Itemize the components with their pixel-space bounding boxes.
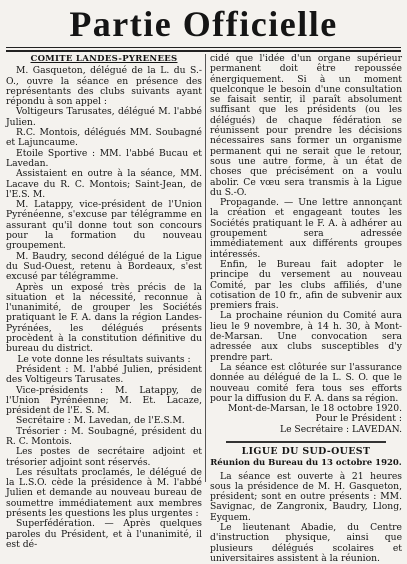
column-divider bbox=[205, 54, 206, 482]
paragraph: R.C. Montois, délégués MM. Soubagné et Lajuncaume. bbox=[6, 127, 202, 149]
paragraph: Président : M. l'abbé Julien, président des Voltigeurs Tarusates. bbox=[6, 363, 202, 386]
paragraph: Le vote donne les résultats suivants : bbox=[17, 353, 191, 365]
paragraph: Les postes de secrétaire adjoint et trésorier adjoint sont réservés. bbox=[6, 446, 202, 468]
paragraph: Le lieutenant Abadie, du Centre d'instruction physique, ainsi que plusieurs délégués scolaires et universitaires assistent à la réunion. bbox=[210, 522, 402, 564]
dateline: Mont-de-Marsan, le 18 octobre 1920. bbox=[227, 403, 402, 415]
paragraph: Secrétaire : M. Lavedan, de l'E.S.M. bbox=[16, 415, 185, 427]
paragraph: M. Baudry, second délégué de la Ligue du Sud-Ouest, retenu à Bordeaux, s'est excusé par télégramme. bbox=[6, 250, 202, 283]
section-separator bbox=[226, 441, 386, 443]
paragraph: M. Latappy, vice-président de l'Union Pyrénéenne, s'excuse par télégramme en assurant qu'il donne tout son concours pour la formation du nouveau groupement. bbox=[6, 199, 202, 252]
paragraph: La séance est clôturée sur l'assurance donnée au délégué de la L. S. O. que le nouveau comité fera tous ses efforts pour la diffusion du F. A. dans sa région. bbox=[210, 361, 402, 404]
section-heading-ligue: LIGUE DU SUD-OUEST bbox=[241, 445, 371, 457]
section-subheading: Réunion du Bureau du 13 octobre 1920. bbox=[210, 458, 402, 469]
paragraph: La séance est ouverte à 21 heures sous la présidence de M. H. Gasqueton, président; sont en outre présents : MM. Savignac, de Zangronix, Baudry, Llong, Eyquem. bbox=[210, 470, 402, 523]
left-column bbox=[6, 54, 202, 550]
paragraph: Propagande. — Une lettre annonçant la création et engageant toutes les Sociétés pratiquant le F. A. à adhérer au groupement sera adressée immédiatement aux différents groupes intéressés. bbox=[210, 197, 402, 260]
paragraph: Les résultats proclamés, le délégué de la L.S.O. cède la présidence à M. l'abbé Julien et demande au nouveau bureau de soumettre immédiatement aux membres présents les questions les plus urgentes : bbox=[6, 466, 202, 520]
signature: Le Secrétaire : LAVEDAN. bbox=[279, 423, 402, 435]
title-rule-bottom bbox=[6, 50, 401, 52]
paragraph: Trésorier : M. Soubagné, président du R. C. Montois. bbox=[6, 425, 202, 447]
paragraph: Superfédération. — Après quelques paroles du Président, et à l'unanimité, il est dé- bbox=[6, 518, 202, 550]
right-column bbox=[210, 53, 402, 564]
title-rule-top bbox=[6, 47, 401, 48]
paragraph: Vice-présidents : M. Latappy, de l'Union Pyrénéenne; M. Et. Lacaze, président de l'E. S. M. bbox=[6, 384, 202, 417]
paragraph: cidé que l'idée d'un organe supérieur permanent doit être repoussée énergiquement. Si à un moment quelconque le besoin d'une consultation se faisait sentir, il paraît absolument suffisant que les présidents (ou les délégués) de chaque fédération se réunissent pour prendre les décisions nécessaires sans former un organisme permanent qui ne serait que le retour, sous une autre forme, à un état de choses que précisément on a voulu abolir. Ce vœu sera transmis à la Ligue du S.-O. bbox=[210, 53, 402, 198]
paragraph: Enfin, le Bureau fait adopter le principe du versement au nouveau Comité, par les clubs affiliés, d'une cotisation de 10 fr., afin de subvenir aux premiers frais. bbox=[210, 258, 402, 312]
page-title: Partie Officielle bbox=[69, 4, 338, 44]
paragraph: M. Gasqueton, délégué de la L. du S.-O., ouvre la séance en présence des représentants des clubs suivants ayant répondu à son appel : bbox=[6, 65, 202, 108]
paragraph: La prochaine réunion du Comité aura lieu le 9 novembre, à 14 h. 30, à Mont-de-Marsan. Une convocation sera adressée aux clubs susceptibles d'y prendre part. bbox=[210, 310, 402, 363]
section-heading-comite: COMITE LANDES-PYRENEES bbox=[30, 54, 178, 64]
paragraph: Assistaient en outre à la séance, MM. Lacave du R. C. Montois; Saint-Jean, de l'E.S. M. bbox=[6, 168, 202, 200]
signoff: Pour le Président : bbox=[315, 413, 402, 425]
paragraph: Après un exposé très précis de la situation et la nécessité, reconnue à l'unanimité, de grouper les Sociétés pratiquant le F. A. dans la région Landes-Pyrénées, les délégués présents procèdent à la constitution définitive du bureau du district. bbox=[6, 281, 202, 355]
paragraph: Voltigeurs Tarusates, délégué M. l'abbé Julien. bbox=[6, 106, 202, 128]
paragraph: Etoile Sportive : MM. l'abbé Bucau et Lavedan. bbox=[6, 147, 202, 169]
